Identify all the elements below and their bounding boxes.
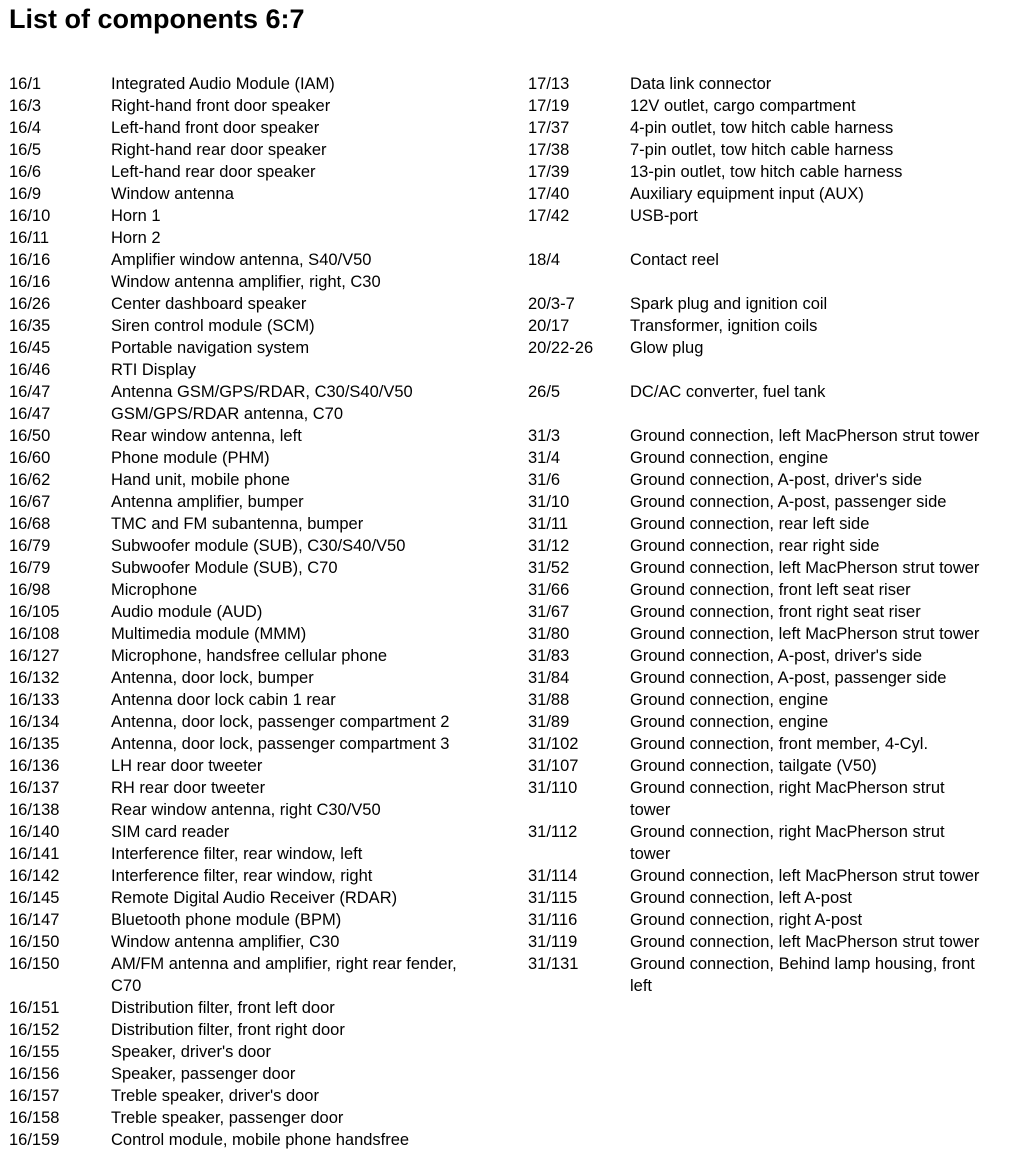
component-code: 18/4: [528, 251, 561, 269]
component-code: 16/47: [9, 405, 51, 423]
component-code: 31/4: [528, 449, 561, 467]
component-entry: [9, 249, 514, 271]
component-description: Ground connection, front left seat riser: [630, 581, 911, 599]
component-code: 16/11: [9, 229, 50, 247]
component-entry: [528, 535, 1018, 557]
component-description: Rear window antenna, right C30/V50: [111, 801, 381, 819]
component-code: 31/6: [528, 471, 561, 489]
component-entry: [528, 623, 1018, 645]
component-description: Ground connection, front member, 4-Cyl.: [630, 735, 929, 753]
component-entry: [528, 205, 1018, 227]
component-code: 31/107: [528, 757, 579, 775]
component-description: Left-hand rear door speaker: [111, 163, 316, 181]
component-description: Ground connection, A-post, passenger side: [630, 493, 947, 511]
component-description: Interference filter, rear window, left: [111, 845, 363, 863]
component-code: 16/60: [9, 449, 51, 467]
component-code: 17/38: [528, 141, 570, 159]
component-description: Antenna, door lock, passenger compartment 2: [111, 713, 450, 731]
component-code: 31/131: [528, 955, 579, 973]
component-entry: [9, 755, 514, 777]
component-entry: [9, 95, 514, 117]
component-entry: [9, 535, 514, 557]
component-entry: [528, 337, 1018, 359]
component-description: AM/FM antenna and amplifier, right rear fender, C70: [111, 955, 457, 995]
page-title: List of components 6:7: [9, 4, 305, 34]
component-entry: [528, 557, 1018, 579]
component-description: Rear window antenna, left: [111, 427, 302, 445]
component-code: 16/159: [9, 1131, 60, 1149]
component-entry: [528, 95, 1018, 117]
component-entry: [9, 931, 514, 953]
component-entry: [9, 425, 514, 447]
component-entry: [9, 1041, 514, 1063]
component-entry: [9, 865, 514, 887]
component-code: 31/88: [528, 691, 570, 709]
component-entry: [528, 887, 1018, 909]
component-description: Ground connection, Behind lamp housing, front left: [630, 955, 975, 995]
component-entry: [528, 777, 1018, 821]
component-code: 16/79: [9, 537, 51, 555]
component-code: 16/127: [9, 647, 60, 665]
component-code: 31/83: [528, 647, 570, 665]
component-description: Right-hand rear door speaker: [111, 141, 327, 159]
component-code: 16/50: [9, 427, 51, 445]
component-description: Antenna, door lock, passenger compartment 3: [111, 735, 450, 753]
component-description: Ground connection, A-post, driver's side: [630, 647, 923, 665]
component-description: Antenna GSM/GPS/RDAR, C30/S40/V50: [111, 383, 413, 401]
component-code: 17/19: [528, 97, 570, 115]
component-description: Ground connection, left A-post: [630, 889, 852, 907]
component-entry: [528, 139, 1018, 161]
component-code: 31/112: [528, 823, 578, 841]
component-description: Center dashboard speaker: [111, 295, 307, 313]
component-description: 4-pin outlet, tow hitch cable harness: [630, 119, 894, 137]
component-code: 16/26: [9, 295, 51, 313]
component-code: 26/5: [528, 383, 561, 401]
component-description: Speaker, driver's door: [111, 1043, 271, 1061]
component-code: 16/150: [9, 955, 60, 973]
component-entry: [528, 821, 1018, 865]
component-code: 16/155: [9, 1043, 60, 1061]
component-code: 16/67: [9, 493, 51, 511]
component-entry: [9, 733, 514, 755]
component-description: Ground connection, left MacPherson strut tower: [630, 933, 980, 951]
component-code: 31/110: [528, 779, 578, 797]
component-code: 16/10: [9, 207, 51, 225]
component-description: 7-pin outlet, tow hitch cable harness: [630, 141, 894, 159]
component-description: Portable navigation system: [111, 339, 310, 357]
component-description: Antenna door lock cabin 1 rear: [111, 691, 336, 709]
component-description: Hand unit, mobile phone: [111, 471, 290, 489]
component-code: 31/3: [528, 427, 561, 445]
component-code: 20/17: [528, 317, 570, 335]
component-entry: [528, 953, 1018, 997]
component-description: Treble speaker, passenger door: [111, 1109, 344, 1127]
component-entry: [528, 733, 1018, 755]
component-description: Ground connection, rear left side: [630, 515, 870, 533]
component-code: 17/39: [528, 163, 570, 181]
component-code: 17/42: [528, 207, 570, 225]
component-entry: [9, 293, 514, 315]
component-code: 16/5: [9, 141, 42, 159]
component-entry: [528, 931, 1018, 953]
component-entry: [528, 117, 1018, 139]
component-entry: [528, 73, 1018, 95]
component-entry: [9, 909, 514, 931]
component-description: Ground connection, right A-post: [630, 911, 863, 929]
component-entry: [9, 469, 514, 491]
component-code: 16/147: [9, 911, 60, 929]
component-description: Horn 2: [111, 229, 161, 247]
component-code: 31/119: [528, 933, 578, 951]
component-entry: [9, 557, 514, 579]
component-description: Ground connection, engine: [630, 449, 829, 467]
component-code: 16/151: [9, 999, 60, 1017]
component-description: USB-port: [630, 207, 698, 225]
component-entry: [528, 667, 1018, 689]
component-code: 31/102: [528, 735, 579, 753]
component-entry: [9, 205, 514, 227]
component-entry: [528, 425, 1018, 447]
component-description: DC/AC converter, fuel tank: [630, 383, 826, 401]
component-code: 20/22-26: [528, 339, 594, 357]
component-description: Ground connection, left MacPherson strut tower: [630, 625, 980, 643]
component-description: Audio module (AUD): [111, 603, 263, 621]
component-description: Ground connection, A-post, driver's side: [630, 471, 923, 489]
component-entry: [9, 161, 514, 183]
component-description: Ground connection, right MacPherson strut tower: [630, 823, 945, 863]
component-code: 16/1: [9, 75, 42, 93]
component-entry: [9, 183, 514, 205]
component-entry: [9, 667, 514, 689]
component-entry: [9, 359, 514, 381]
component-entry: [9, 271, 514, 293]
component-code: 17/13: [528, 75, 570, 93]
component-entry: [9, 843, 514, 865]
component-description: Integrated Audio Module (IAM): [111, 75, 335, 93]
component-code: 16/46: [9, 361, 51, 379]
component-entry: [528, 161, 1018, 183]
component-code: 31/11: [528, 515, 569, 533]
component-description: Window antenna: [111, 185, 234, 203]
component-entry: [9, 1063, 514, 1085]
component-code: 16/137: [9, 779, 60, 797]
component-code: 16/16: [9, 273, 51, 291]
component-code: 16/145: [9, 889, 60, 907]
component-code: 31/115: [528, 889, 578, 907]
component-description: Glow plug: [630, 339, 704, 357]
component-description: Window antenna amplifier, C30: [111, 933, 340, 951]
component-code: 31/12: [528, 537, 570, 555]
component-code: 31/116: [528, 911, 578, 929]
component-entry: [9, 1019, 514, 1041]
component-entry: [9, 139, 514, 161]
component-entry: [9, 711, 514, 733]
component-code: 31/89: [528, 713, 570, 731]
component-description: Horn 1: [111, 207, 161, 225]
component-code: 16/140: [9, 823, 60, 841]
component-code: 16/79: [9, 559, 51, 577]
component-description: Distribution filter, front right door: [111, 1021, 345, 1039]
component-code: 16/157: [9, 1087, 60, 1105]
component-entry: [9, 381, 514, 403]
component-code: 16/138: [9, 801, 60, 819]
component-entry: [9, 887, 514, 909]
component-code: 31/114: [528, 867, 578, 885]
component-description: Ground connection, engine: [630, 713, 829, 731]
component-description: RH rear door tweeter: [111, 779, 266, 797]
component-entry: [528, 909, 1018, 931]
component-entry: [9, 227, 514, 249]
component-entry: [528, 183, 1018, 205]
component-entry: [9, 601, 514, 623]
component-code: 16/133: [9, 691, 60, 709]
component-description: TMC and FM subantenna, bumper: [111, 515, 364, 533]
component-description: Right-hand front door speaker: [111, 97, 331, 115]
component-description: Microphone: [111, 581, 198, 599]
component-description: Bluetooth phone module (BPM): [111, 911, 342, 929]
component-description: Contact reel: [630, 251, 719, 269]
component-code: 16/16: [9, 251, 51, 269]
component-entry: [528, 381, 1018, 403]
component-entry: [9, 821, 514, 843]
component-code: 16/9: [9, 185, 42, 203]
component-description: Ground connection, front right seat riser: [630, 603, 921, 621]
component-entry: [9, 579, 514, 601]
component-description: GSM/GPS/RDAR antenna, C70: [111, 405, 344, 423]
component-code: 16/68: [9, 515, 51, 533]
component-description: Window antenna amplifier, right, C30: [111, 273, 381, 291]
component-code: 16/141: [9, 845, 60, 863]
component-description: 12V outlet, cargo compartment: [630, 97, 856, 115]
component-entry: [9, 1129, 514, 1151]
component-description: Ground connection, engine: [630, 691, 829, 709]
component-entry: [9, 645, 514, 667]
component-code: 16/134: [9, 713, 60, 731]
component-description: SIM card reader: [111, 823, 230, 841]
component-entry: [9, 689, 514, 711]
component-code: 31/84: [528, 669, 570, 687]
component-description: Interference filter, rear window, right: [111, 867, 373, 885]
component-code: 16/108: [9, 625, 60, 643]
component-entry: [528, 293, 1018, 315]
component-entry: [528, 315, 1018, 337]
component-description: Ground connection, rear right side: [630, 537, 880, 555]
component-description: Distribution filter, front left door: [111, 999, 335, 1017]
component-description: Ground connection, right MacPherson strut tower: [630, 779, 945, 819]
component-code: 31/67: [528, 603, 570, 621]
component-code: 16/4: [9, 119, 42, 137]
component-entry: [528, 755, 1018, 777]
component-code: 31/66: [528, 581, 570, 599]
component-code: 16/62: [9, 471, 51, 489]
component-entry: [528, 579, 1018, 601]
component-description: Subwoofer module (SUB), C30/S40/V50: [111, 537, 406, 555]
component-description: Auxiliary equipment input (AUX): [630, 185, 864, 203]
component-entry: [528, 491, 1018, 513]
component-description: Antenna, door lock, bumper: [111, 669, 314, 687]
component-code: 16/156: [9, 1065, 60, 1083]
component-entry: [528, 447, 1018, 469]
component-entry: [528, 469, 1018, 491]
component-code: 16/6: [9, 163, 42, 181]
component-description: Speaker, passenger door: [111, 1065, 296, 1083]
component-entry: [528, 645, 1018, 667]
left-component-column: [9, 73, 514, 1151]
right-component-column: [528, 73, 1018, 997]
component-description: Siren control module (SCM): [111, 317, 315, 335]
component-description: Ground connection, A-post, passenger side: [630, 669, 947, 687]
component-entry: [528, 601, 1018, 623]
component-code: 16/47: [9, 383, 51, 401]
component-entry: [9, 447, 514, 469]
component-description: Treble speaker, driver's door: [111, 1087, 319, 1105]
component-entry: [9, 73, 514, 95]
component-code: 31/80: [528, 625, 570, 643]
component-entry: [528, 865, 1018, 887]
component-entry: [528, 711, 1018, 733]
component-code: 31/52: [528, 559, 570, 577]
component-description: Ground connection, tailgate (V50): [630, 757, 877, 775]
component-code: 16/152: [9, 1021, 60, 1039]
component-entry: [9, 1107, 514, 1129]
component-code: 16/35: [9, 317, 51, 335]
component-entry: [9, 777, 514, 799]
component-description: Amplifier window antenna, S40/V50: [111, 251, 372, 269]
component-entry: [528, 689, 1018, 711]
component-description: Left-hand front door speaker: [111, 119, 320, 137]
component-code: 16/45: [9, 339, 51, 357]
component-entry: [9, 315, 514, 337]
component-code: 16/136: [9, 757, 60, 775]
component-description: Microphone, handsfree cellular phone: [111, 647, 388, 665]
component-description: Antenna amplifier, bumper: [111, 493, 304, 511]
component-entry: [9, 117, 514, 139]
component-entry: [528, 513, 1018, 535]
component-description: Spark plug and ignition coil: [630, 295, 828, 313]
component-code: 31/10: [528, 493, 570, 511]
component-entry: [9, 337, 514, 359]
component-entry: [9, 1085, 514, 1107]
component-description: Subwoofer Module (SUB), C70: [111, 559, 338, 577]
component-entry: [9, 403, 514, 425]
component-code: 16/135: [9, 735, 60, 753]
component-entry: [9, 623, 514, 645]
component-description: 13-pin outlet, tow hitch cable harness: [630, 163, 903, 181]
component-code: 16/150: [9, 933, 60, 951]
component-code: 17/40: [528, 185, 570, 203]
component-description: Ground connection, left MacPherson strut tower: [630, 867, 980, 885]
component-description: Control module, mobile phone handsfree: [111, 1131, 410, 1149]
component-description: Remote Digital Audio Receiver (RDAR): [111, 889, 398, 907]
component-code: 16/142: [9, 867, 60, 885]
component-code: 16/98: [9, 581, 51, 599]
component-code: 16/158: [9, 1109, 60, 1127]
component-code: 16/132: [9, 669, 60, 687]
component-code: 20/3-7: [528, 295, 575, 313]
component-code: 17/37: [528, 119, 570, 137]
component-description: Ground connection, left MacPherson strut tower: [630, 427, 980, 445]
component-entry: [9, 513, 514, 535]
component-entry: [9, 799, 514, 821]
component-description: Transformer, ignition coils: [630, 317, 818, 335]
component-description: LH rear door tweeter: [111, 757, 263, 775]
component-description: RTI Display: [111, 361, 196, 379]
component-code: 16/3: [9, 97, 42, 115]
component-code: 16/105: [9, 603, 60, 621]
component-description: Data link connector: [630, 75, 772, 93]
component-entry: [9, 997, 514, 1019]
component-description: Phone module (PHM): [111, 449, 270, 467]
component-description: Ground connection, left MacPherson strut tower: [630, 559, 980, 577]
component-entry: [9, 953, 514, 997]
component-entry: [528, 249, 1018, 271]
component-description: Multimedia module (MMM): [111, 625, 307, 643]
component-entry: [9, 491, 514, 513]
